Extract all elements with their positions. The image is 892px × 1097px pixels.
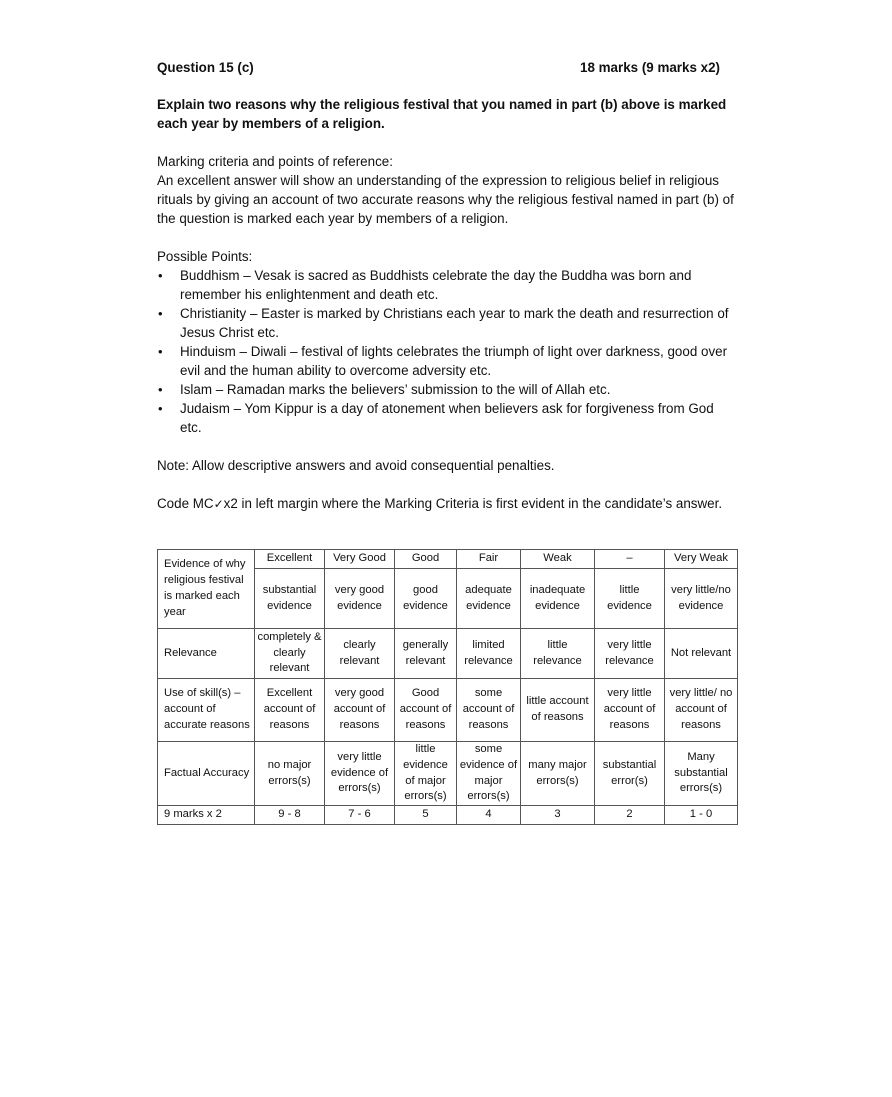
- marks-row: [158, 806, 738, 825]
- list-item: • Hinduism – Diwali – festival of lights celebrates the triumph of light over darkness, good over evil and the human ability to overcome adversity etc.: [157, 342, 737, 380]
- table-header-row: [158, 550, 738, 569]
- table-cell: little evidence of major errors(s): [395, 742, 457, 806]
- table-cell: very little evidence of errors(s): [325, 742, 395, 806]
- table-row: [158, 679, 738, 742]
- marking-criteria: [157, 152, 737, 228]
- table-cell: very little account of reasons: [595, 679, 665, 742]
- table-cell: 5: [395, 806, 457, 825]
- code-instruction: [157, 494, 737, 514]
- table-row: [158, 629, 738, 679]
- table-cell: 9 - 8: [255, 806, 325, 825]
- checkmark-icon: ✓: [213, 497, 224, 511]
- table-cell: 7 - 6: [325, 806, 395, 825]
- table-cell: limited relevance: [457, 629, 521, 679]
- column-header: Good: [395, 550, 457, 569]
- table-cell: little evidence: [595, 569, 665, 629]
- table-cell: 2: [595, 806, 665, 825]
- table-cell: substantial error(s): [595, 742, 665, 806]
- table-cell: good evidence: [395, 569, 457, 629]
- table-cell: very little/ no account of reasons: [665, 679, 738, 742]
- table-cell: very good account of reasons: [325, 679, 395, 742]
- table-cell: Good account of reasons: [395, 679, 457, 742]
- question-prompt: Explain two reasons why the religious festival that you named in part (b) above is marked each year by members of a religion.: [157, 97, 727, 131]
- table-cell: generally relevant: [395, 629, 457, 679]
- question-header: [157, 58, 737, 77]
- table-cell: 4: [457, 806, 521, 825]
- row-label: Relevance: [158, 629, 255, 679]
- column-header: –: [595, 550, 665, 569]
- marking-grid-table: [157, 549, 738, 825]
- row-label: Evidence of why religious festival is marked each year: [158, 550, 255, 629]
- question-marks: 18 marks (9 marks x2): [580, 60, 720, 75]
- marking-criteria-text: An excellent answer will show an understanding of the expression to religious belief in religious rituals by giving an account of two accurate reasons why the religious festival named in part (b) of the question is marked each year by members of a religion.: [157, 173, 734, 226]
- marking-criteria-heading: Marking criteria and points of reference:: [157, 154, 393, 169]
- possible-points-heading: Possible Points:: [157, 249, 253, 264]
- table-cell: adequate evidence: [457, 569, 521, 629]
- table-row: [158, 742, 738, 806]
- table-cell: very good evidence: [325, 569, 395, 629]
- table-cell: inadequate evidence: [521, 569, 595, 629]
- list-item: • Christianity – Easter is marked by Christians each year to mark the death and resurrection of Jesus Christ etc.: [157, 304, 737, 342]
- table-cell: very little relevance: [595, 629, 665, 679]
- table-cell: some evidence of major errors(s): [457, 742, 521, 806]
- list-item: • Buddhism – Vesak is sacred as Buddhists celebrate the day the Buddha was born and remember his enlightenment and death etc.: [157, 266, 737, 304]
- possible-points: [157, 247, 737, 437]
- table-cell: 1 - 0: [665, 806, 738, 825]
- table-cell: 3: [521, 806, 595, 825]
- table-cell: very little/no evidence: [665, 569, 738, 629]
- row-label: 9 marks x 2: [158, 806, 255, 825]
- list-item: • Islam – Ramadan marks the believers’ submission to the will of Allah etc.: [157, 380, 737, 399]
- table-cell: substantial evidence: [255, 569, 325, 629]
- table-cell: Excellent account of reasons: [255, 679, 325, 742]
- code-prefix: Code MC: [157, 496, 214, 511]
- table-cell: clearly relevant: [325, 629, 395, 679]
- question-number: Question 15 (c): [157, 60, 254, 75]
- column-header: Very Good: [325, 550, 395, 569]
- marking-scheme-page: [157, 58, 737, 514]
- code-suffix: x2 in left margin where the Marking Criteria is first evident in the candidate’s answer.: [223, 496, 723, 511]
- table-cell: no major errors(s): [255, 742, 325, 806]
- column-header: Fair: [457, 550, 521, 569]
- table-cell: Many substantial errors(s): [665, 742, 738, 806]
- column-header: Weak: [521, 550, 595, 569]
- list-item: • Judaism – Yom Kippur is a day of atonement when believers ask for forgiveness from God etc.: [157, 399, 737, 437]
- table-cell: completely & clearly relevant: [255, 629, 325, 679]
- table-cell: little relevance: [521, 629, 595, 679]
- column-header: Very Weak: [665, 550, 738, 569]
- table-cell: Not relevant: [665, 629, 738, 679]
- note: Note: Allow descriptive answers and avoid consequential penalties.: [157, 458, 555, 473]
- column-header: Excellent: [255, 550, 325, 569]
- row-label: Factual Accuracy: [158, 742, 255, 806]
- possible-points-list: [157, 266, 737, 437]
- table-cell: little account of reasons: [521, 679, 595, 742]
- row-label: Use of skill(s) – account of accurate reasons: [158, 679, 255, 742]
- table-cell: many major errors(s): [521, 742, 595, 806]
- table-cell: some account of reasons: [457, 679, 521, 742]
